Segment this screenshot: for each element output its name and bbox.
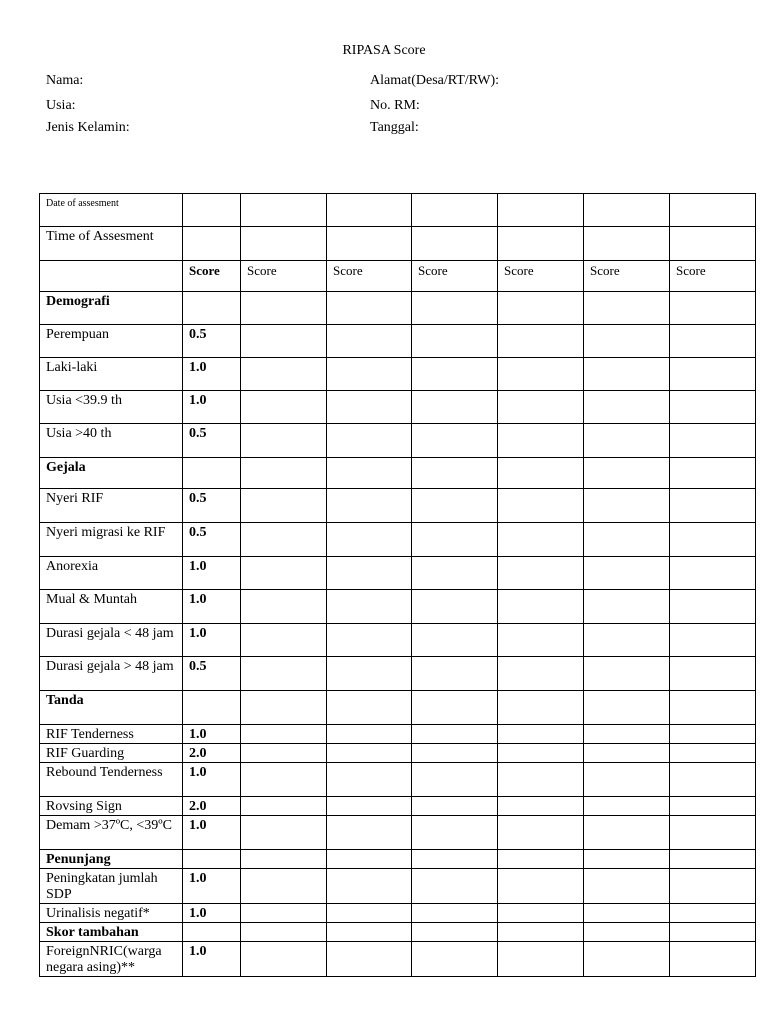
score-entry-cell[interactable]: [412, 489, 498, 523]
score-entry-cell[interactable]: [670, 458, 756, 489]
time-cell[interactable]: [498, 227, 584, 261]
criteria-row: [40, 869, 756, 904]
score-entry-cell[interactable]: [412, 358, 498, 391]
criteria-label: Usia <39.9 th: [40, 391, 183, 424]
score-entry-cell[interactable]: [584, 458, 670, 489]
time-of-assesment-label: Time of Assesment: [40, 227, 183, 261]
criteria-score: 1.0: [183, 590, 241, 624]
score-entry-cell[interactable]: [584, 850, 670, 869]
score-entry-cell[interactable]: [241, 424, 327, 458]
criteria-label: ForeignNRIC(warga negara asing)**: [40, 942, 183, 977]
score-entry-cell[interactable]: [584, 869, 670, 904]
score-entry-cell[interactable]: [241, 292, 327, 325]
score-entry-cell[interactable]: [241, 763, 327, 797]
criteria-score: [183, 292, 241, 325]
criteria-label: RIF Guarding: [40, 744, 183, 763]
score-entry-cell[interactable]: [670, 869, 756, 904]
section-row: [40, 292, 756, 325]
section-row: [40, 923, 756, 942]
score-entry-cell[interactable]: [670, 923, 756, 942]
score-entry-cell[interactable]: [584, 942, 670, 977]
score-entry-cell[interactable]: [327, 744, 412, 763]
score-entry-cell[interactable]: [412, 458, 498, 489]
score-entry-cell[interactable]: [498, 942, 584, 977]
score-header-row: [40, 261, 756, 292]
score-entry-cell[interactable]: [327, 657, 412, 691]
score-entry-cell[interactable]: [584, 797, 670, 816]
score-entry-cell[interactable]: [241, 590, 327, 624]
score-entry-cell[interactable]: [327, 292, 412, 325]
score-entry-cell[interactable]: [327, 391, 412, 424]
criteria-score: 1.0: [183, 816, 241, 850]
score-entry-cell[interactable]: [241, 489, 327, 523]
score-entry-cell[interactable]: [584, 624, 670, 657]
date-cell[interactable]: [183, 194, 241, 227]
criteria-row: [40, 816, 756, 850]
score-entry-cell[interactable]: [327, 624, 412, 657]
ripasa-score-table: [39, 193, 756, 977]
criteria-row: [40, 358, 756, 391]
criteria-label: Mual & Muntah: [40, 590, 183, 624]
score-entry-cell[interactable]: [584, 391, 670, 424]
score-entry-cell[interactable]: [498, 657, 584, 691]
score-entry-cell[interactable]: [241, 904, 327, 923]
score-entry-cell[interactable]: [670, 850, 756, 869]
score-entry-cell[interactable]: [327, 725, 412, 744]
score-entry-cell[interactable]: [498, 458, 584, 489]
criteria-label: Durasi gejala > 48 jam: [40, 657, 183, 691]
criteria-score: 1.0: [183, 725, 241, 744]
score-entry-cell[interactable]: [327, 923, 412, 942]
criteria-score: [183, 850, 241, 869]
score-entry-cell[interactable]: [412, 850, 498, 869]
score-entry-cell[interactable]: [584, 358, 670, 391]
criteria-score: 1.0: [183, 557, 241, 590]
score-entry-cell[interactable]: [412, 691, 498, 725]
date-cell[interactable]: [412, 194, 498, 227]
criteria-row: [40, 797, 756, 816]
criteria-row: [40, 763, 756, 797]
criteria-score: [183, 691, 241, 725]
score-entry-cell[interactable]: [327, 325, 412, 358]
time-cell[interactable]: [183, 227, 241, 261]
criteria-label: RIF Tenderness: [40, 725, 183, 744]
score-entry-cell[interactable]: [584, 590, 670, 624]
score-entry-cell[interactable]: [241, 691, 327, 725]
score-entry-cell[interactable]: [584, 763, 670, 797]
section-row: [40, 850, 756, 869]
criteria-score: 0.5: [183, 523, 241, 557]
score-entry-cell[interactable]: [241, 523, 327, 557]
score-entry-cell[interactable]: [498, 763, 584, 797]
time-cell[interactable]: [670, 227, 756, 261]
score-entry-cell[interactable]: [241, 850, 327, 869]
criteria-score: 1.0: [183, 358, 241, 391]
criteria-label: Anorexia: [40, 557, 183, 590]
criteria-score: 1.0: [183, 391, 241, 424]
score-entry-cell[interactable]: [327, 523, 412, 557]
score-entry-cell[interactable]: [412, 523, 498, 557]
criteria-score: 1.0: [183, 904, 241, 923]
score-entry-cell[interactable]: [412, 590, 498, 624]
score-entry-cell[interactable]: [498, 816, 584, 850]
score-entry-cell[interactable]: [412, 624, 498, 657]
section-row: [40, 458, 756, 489]
score-entry-cell[interactable]: [670, 590, 756, 624]
score-entry-cell[interactable]: [670, 816, 756, 850]
no-rm-label: No. RM:: [370, 98, 420, 113]
score-entry-cell[interactable]: [498, 424, 584, 458]
criteria-row: [40, 744, 756, 763]
score-entry-cell[interactable]: [241, 325, 327, 358]
score-entry-cell[interactable]: [327, 850, 412, 869]
criteria-row: [40, 424, 756, 458]
score-entry-cell[interactable]: [241, 557, 327, 590]
criteria-row: [40, 590, 756, 624]
score-entry-cell[interactable]: [584, 489, 670, 523]
criteria-row: [40, 489, 756, 523]
score-entry-cell[interactable]: [327, 458, 412, 489]
score-entry-cell[interactable]: [670, 358, 756, 391]
score-entry-cell[interactable]: [670, 725, 756, 744]
score-entry-cell[interactable]: [498, 850, 584, 869]
criteria-score: 1.0: [183, 624, 241, 657]
score-entry-cell[interactable]: [241, 923, 327, 942]
score-entry-cell[interactable]: [670, 691, 756, 725]
score-entry-cell[interactable]: [327, 590, 412, 624]
score-entry-cell[interactable]: [498, 590, 584, 624]
score-entry-cell[interactable]: [412, 391, 498, 424]
section-label: Skor tambahan: [40, 923, 183, 942]
criteria-label: Rovsing Sign: [40, 797, 183, 816]
score-entry-cell[interactable]: [498, 797, 584, 816]
score-entry-cell[interactable]: [241, 797, 327, 816]
time-cell[interactable]: [584, 227, 670, 261]
alamat-label: Alamat(Desa/RT/RW):: [370, 73, 500, 88]
score-entry-cell[interactable]: [241, 816, 327, 850]
score-entry-cell[interactable]: [327, 424, 412, 458]
nama-label: Nama:: [46, 73, 84, 88]
criteria-score: 2.0: [183, 797, 241, 816]
criteria-label: Rebound Tenderness: [40, 763, 183, 797]
score-entry-cell[interactable]: [412, 325, 498, 358]
score-entry-cell[interactable]: [584, 557, 670, 590]
score-entry-cell[interactable]: [670, 325, 756, 358]
criteria-score: [183, 923, 241, 942]
score-entry-cell[interactable]: [670, 391, 756, 424]
score-entry-cell[interactable]: [498, 691, 584, 725]
score-entry-cell[interactable]: [498, 325, 584, 358]
date-cell[interactable]: [241, 194, 327, 227]
score-entry-cell[interactable]: [584, 657, 670, 691]
section-label: Demografi: [40, 292, 183, 325]
criteria-row: [40, 523, 756, 557]
score-entry-cell[interactable]: [670, 292, 756, 325]
date-cell[interactable]: [498, 194, 584, 227]
score-entry-cell[interactable]: [584, 744, 670, 763]
score-entry-cell[interactable]: [498, 725, 584, 744]
criteria-label: Demam >37ºC, <39ºC: [40, 816, 183, 850]
jenis-kelamin-label: Jenis Kelamin:: [46, 120, 130, 135]
score-entry-cell[interactable]: [670, 657, 756, 691]
score-entry-cell[interactable]: [327, 904, 412, 923]
score-entry-cell[interactable]: [584, 292, 670, 325]
criteria-label: Nyeri migrasi ke RIF: [40, 523, 183, 557]
date-cell[interactable]: [670, 194, 756, 227]
tanggal-label: Tanggal:: [370, 120, 419, 135]
score-entry-cell[interactable]: [412, 904, 498, 923]
criteria-row: [40, 325, 756, 358]
score-entry-cell[interactable]: [498, 869, 584, 904]
time-cell[interactable]: [412, 227, 498, 261]
criteria-score: 0.5: [183, 657, 241, 691]
criteria-score: [183, 458, 241, 489]
score-entry-cell[interactable]: [498, 557, 584, 590]
score-entry-cell[interactable]: [498, 744, 584, 763]
criteria-label: Durasi gejala < 48 jam: [40, 624, 183, 657]
criteria-label: Urinalisis negatif*: [40, 904, 183, 923]
score-entry-cell[interactable]: [670, 744, 756, 763]
score-entry-cell[interactable]: [327, 557, 412, 590]
score-entry-cell[interactable]: [327, 797, 412, 816]
score-header: Score: [241, 261, 327, 292]
criteria-row: [40, 942, 756, 977]
score-entry-cell[interactable]: [670, 489, 756, 523]
criteria-score: 0.5: [183, 424, 241, 458]
score-header-empty: [40, 261, 183, 292]
date-cell[interactable]: [327, 194, 412, 227]
time-cell[interactable]: [327, 227, 412, 261]
criteria-score: 0.5: [183, 489, 241, 523]
score-entry-cell[interactable]: [498, 923, 584, 942]
score-entry-cell[interactable]: [327, 489, 412, 523]
criteria-score: 2.0: [183, 744, 241, 763]
score-entry-cell[interactable]: [412, 869, 498, 904]
score-entry-cell[interactable]: [670, 424, 756, 458]
score-entry-cell[interactable]: [412, 923, 498, 942]
criteria-label: Perempuan: [40, 325, 183, 358]
score-entry-cell[interactable]: [412, 424, 498, 458]
score-entry-cell[interactable]: [670, 904, 756, 923]
score-entry-cell[interactable]: [327, 942, 412, 977]
score-entry-cell[interactable]: [498, 391, 584, 424]
score-entry-cell[interactable]: [584, 325, 670, 358]
score-entry-cell[interactable]: [670, 557, 756, 590]
score-entry-cell[interactable]: [412, 816, 498, 850]
criteria-score: 1.0: [183, 869, 241, 904]
criteria-row: [40, 391, 756, 424]
score-header: Score: [670, 261, 756, 292]
score-entry-cell[interactable]: [241, 657, 327, 691]
score-entry-cell[interactable]: [241, 744, 327, 763]
score-entry-cell[interactable]: [670, 763, 756, 797]
section-label: Penunjang: [40, 850, 183, 869]
score-entry-cell[interactable]: [241, 391, 327, 424]
score-entry-cell[interactable]: [498, 904, 584, 923]
score-entry-cell[interactable]: [241, 942, 327, 977]
criteria-score: 1.0: [183, 942, 241, 977]
score-header-reference: Score: [183, 261, 241, 292]
score-entry-cell[interactable]: [670, 624, 756, 657]
score-entry-cell[interactable]: [498, 489, 584, 523]
score-entry-cell[interactable]: [412, 557, 498, 590]
section-label: Gejala: [40, 458, 183, 489]
score-entry-cell[interactable]: [241, 725, 327, 744]
score-entry-cell[interactable]: [412, 797, 498, 816]
score-entry-cell[interactable]: [670, 942, 756, 977]
score-entry-cell[interactable]: [241, 358, 327, 391]
usia-label: Usia:: [46, 98, 76, 113]
score-entry-cell[interactable]: [412, 292, 498, 325]
score-entry-cell[interactable]: [498, 358, 584, 391]
score-entry-cell[interactable]: [498, 523, 584, 557]
score-header: Score: [498, 261, 584, 292]
criteria-row: [40, 657, 756, 691]
score-entry-cell[interactable]: [670, 797, 756, 816]
score-header: Score: [327, 261, 412, 292]
score-header: Score: [584, 261, 670, 292]
score-entry-cell[interactable]: [412, 657, 498, 691]
time-cell[interactable]: [241, 227, 327, 261]
criteria-label: Usia >40 th: [40, 424, 183, 458]
score-entry-cell[interactable]: [584, 424, 670, 458]
score-entry-cell[interactable]: [584, 725, 670, 744]
score-entry-cell[interactable]: [412, 942, 498, 977]
score-entry-cell[interactable]: [498, 292, 584, 325]
page-title: RIPASA Score: [342, 43, 426, 58]
score-entry-cell[interactable]: [412, 744, 498, 763]
date-row: [40, 194, 756, 227]
score-entry-cell[interactable]: [327, 691, 412, 725]
score-header: Score: [412, 261, 498, 292]
criteria-row: [40, 725, 756, 744]
score-entry-cell[interactable]: [412, 725, 498, 744]
score-entry-cell[interactable]: [584, 691, 670, 725]
score-entry-cell[interactable]: [584, 904, 670, 923]
score-entry-cell[interactable]: [498, 624, 584, 657]
criteria-label: Laki-laki: [40, 358, 183, 391]
score-entry-cell[interactable]: [327, 869, 412, 904]
score-entry-cell[interactable]: [241, 869, 327, 904]
score-entry-cell[interactable]: [327, 763, 412, 797]
score-entry-cell[interactable]: [327, 816, 412, 850]
date-cell[interactable]: [584, 194, 670, 227]
section-label: Tanda: [40, 691, 183, 725]
score-entry-cell[interactable]: [241, 624, 327, 657]
section-row: [40, 691, 756, 725]
criteria-label: Peningkatan jumlah SDP: [40, 869, 183, 904]
criteria-row: [40, 557, 756, 590]
criteria-row: [40, 624, 756, 657]
score-entry-cell[interactable]: [584, 523, 670, 557]
score-entry-cell[interactable]: [241, 458, 327, 489]
time-row: [40, 227, 756, 261]
criteria-score: 1.0: [183, 763, 241, 797]
criteria-label: Nyeri RIF: [40, 489, 183, 523]
criteria-row: [40, 904, 756, 923]
score-entry-cell[interactable]: [670, 523, 756, 557]
score-entry-cell[interactable]: [412, 763, 498, 797]
date-of-assesment-label: Date of assesment: [40, 194, 183, 227]
criteria-score: 0.5: [183, 325, 241, 358]
score-entry-cell[interactable]: [584, 923, 670, 942]
score-entry-cell[interactable]: [327, 358, 412, 391]
score-entry-cell[interactable]: [584, 816, 670, 850]
